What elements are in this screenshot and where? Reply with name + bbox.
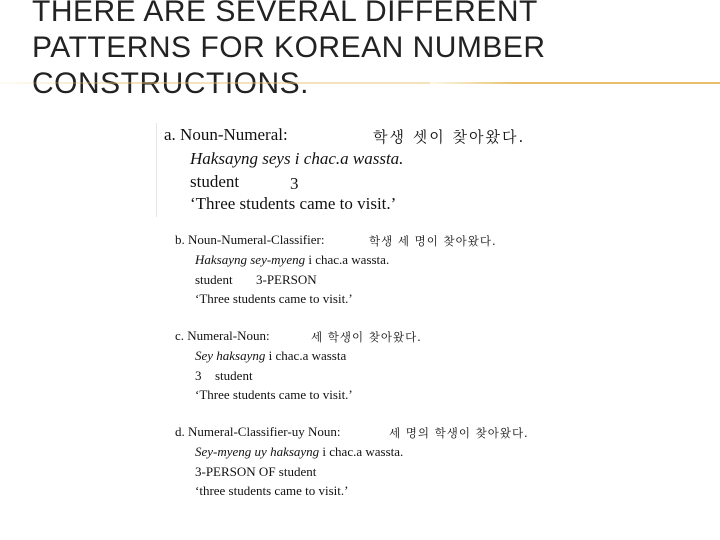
slide-title-line-3: CONSTRUCTIONS. — [32, 67, 309, 100]
example-a-label: a. Noun-Numeral: — [164, 125, 288, 144]
slide-title-line-2: PATTERNS FOR KOREAN NUMBER — [32, 31, 546, 64]
example-c-translation: ‘Three students came to visit.’ — [195, 387, 353, 402]
example-b-gloss-num: 3-PERSON — [256, 272, 317, 287]
example-b-romanization-rest: i chac.a wassta. — [305, 252, 390, 267]
example-a-gloss-num: 3 — [290, 174, 299, 193]
title-divider-right — [430, 82, 720, 84]
example-c-gloss-num: 3 — [195, 368, 202, 383]
example-a-korean: 학생 셋이 찾아왔다. — [373, 128, 526, 146]
example-a-gloss-word: student — [190, 172, 240, 191]
example-d-romanization-italic: Sey-myeng uy haksayng — [195, 444, 320, 459]
example-c-romanization — [195, 348, 346, 364]
examples-b-d-image — [163, 222, 593, 504]
example-d-korean: 세 명의 학생이 찾아왔다. — [389, 426, 529, 440]
example-d-gloss: 3-PERSON OF student — [195, 464, 317, 479]
example-c-gloss-word: student — [215, 368, 253, 383]
example-b-gloss-word: student — [195, 272, 233, 287]
example-c-romanization-rest: i chac.a wassta — [265, 348, 347, 363]
example-d-translation: ‘three students came to visit.’ — [195, 483, 349, 498]
example-c-label: c. Numeral-Noun: — [175, 328, 270, 343]
example-b-translation: ‘Three students came to visit.’ — [195, 291, 353, 306]
example-b-romanization-italic: Haksayng sey-myeng — [195, 252, 306, 267]
example-a-romanization: Haksayng seys i chac.a wassta. — [190, 149, 404, 168]
example-d-romanization — [195, 444, 403, 460]
example-a-translation: ‘Three students came to visit.’ — [190, 194, 397, 213]
example-b-label: b. Noun-Numeral-Classifier: — [175, 232, 325, 247]
example-c-korean: 세 학생이 찾아왔다. — [311, 330, 422, 344]
example-d-romanization-rest: i chac.a wassta. — [319, 444, 404, 459]
example-d-label: d. Numeral-Classifier-uy Noun: — [175, 424, 341, 439]
slide-title-line-1: THERE ARE SEVERAL DIFFERENT — [32, 0, 538, 28]
example-a-image — [157, 123, 591, 217]
slide-title — [32, 0, 692, 102]
title-divider-left — [0, 82, 430, 84]
example-b-romanization — [195, 252, 389, 268]
example-b-korean: 학생 세 명이 찾아왔다. — [369, 234, 497, 248]
example-c-romanization-italic: Sey haksayng — [195, 348, 266, 363]
